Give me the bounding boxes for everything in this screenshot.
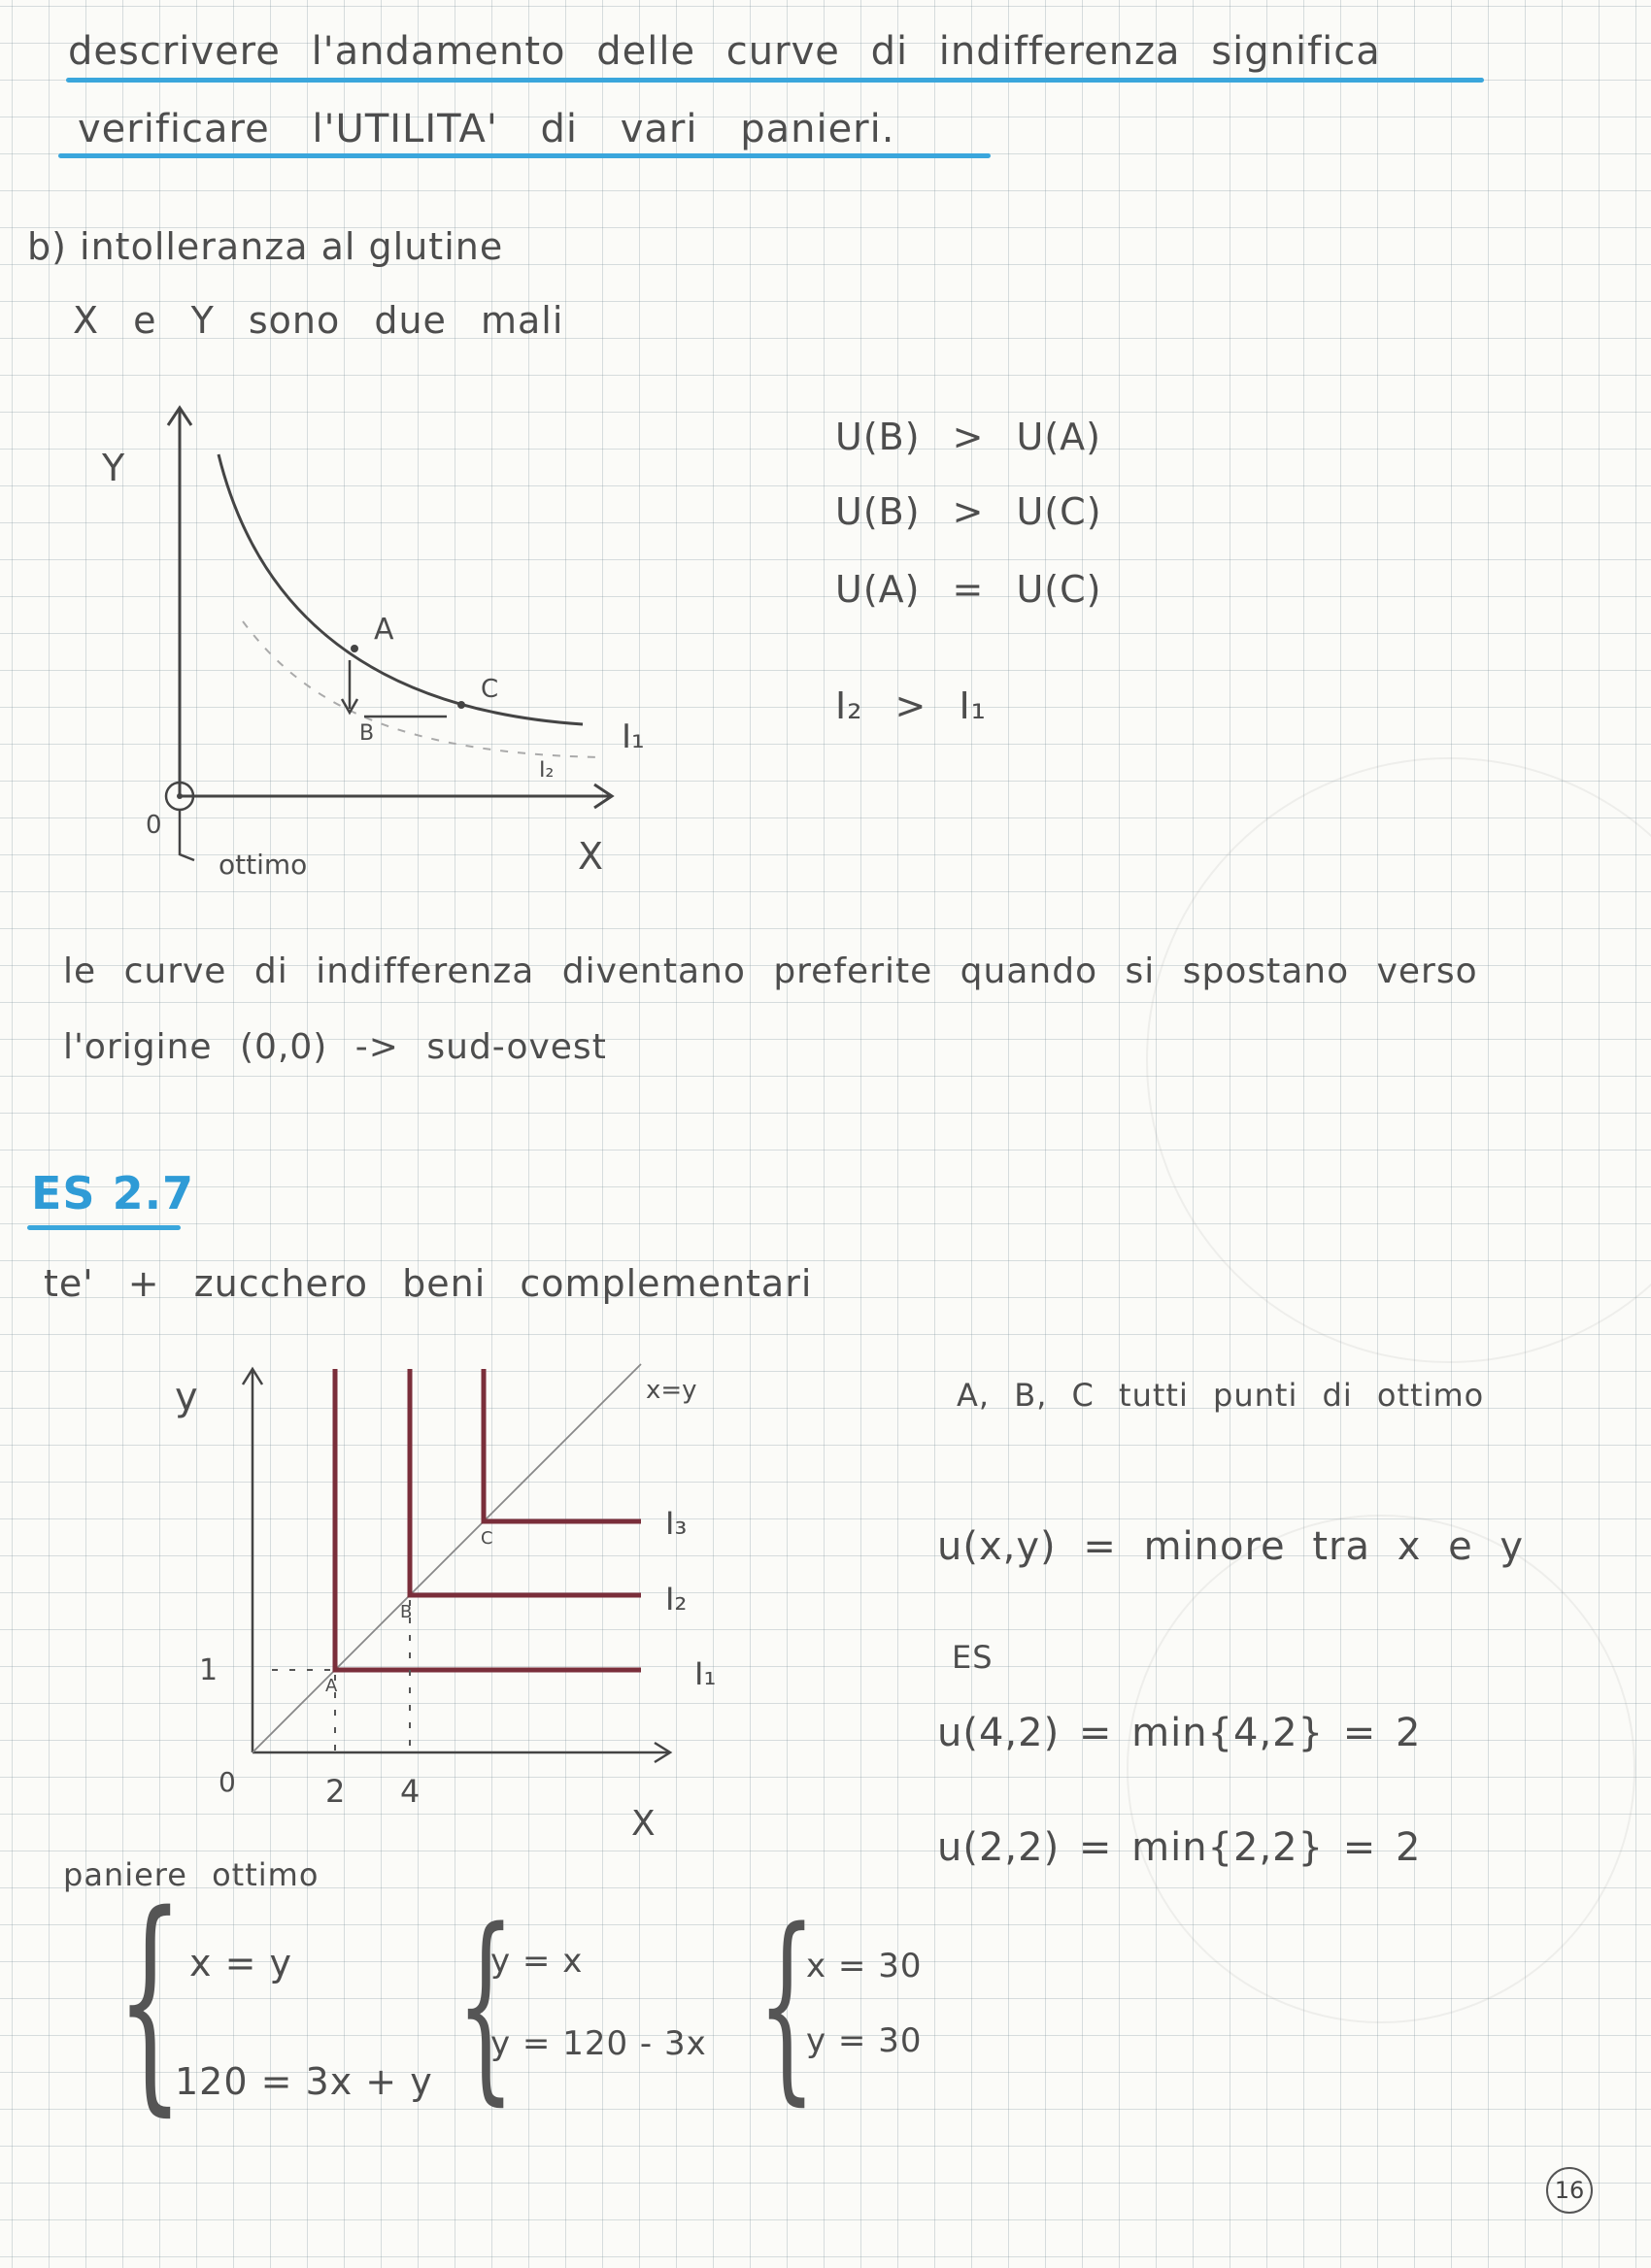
system-3-brace: {	[758, 1885, 817, 2123]
conclusion-line-2: l'origine (0,0) -> sud-ovest	[63, 1027, 607, 1067]
graph1-origin-label: 0	[146, 811, 162, 840]
graph2-point-b: B	[400, 1602, 413, 1622]
indifference-graph-mali	[97, 388, 645, 893]
show-through-mark	[1146, 757, 1651, 1363]
es-label: ES	[952, 1639, 994, 1676]
indifference-graph-complementari	[155, 1350, 738, 1854]
system-2-eq-2: y = 120 - 3x	[490, 2024, 707, 2063]
graph1-optimum-label: ottimo	[219, 849, 308, 881]
relation-2: U(B) > U(C)	[835, 490, 1102, 533]
diagonal-x-equals-y	[253, 1364, 641, 1752]
es27-heading: ES 2.7	[31, 1167, 195, 1219]
system-1-eq-2: 120 = 3x + y	[175, 2060, 433, 2103]
graph2-tick-x4: 4	[400, 1773, 421, 1810]
graph2-x-label: X	[631, 1804, 656, 1844]
graph1-point-a: A	[374, 613, 394, 647]
system-3-eq-2: y = 30	[806, 2021, 923, 2060]
system-1-eq-1: x = y	[189, 1942, 292, 1984]
point-a-marker	[351, 645, 358, 652]
intro-underline-2	[58, 153, 991, 158]
system-1-brace: {	[117, 1864, 184, 2136]
relation-4: I₂ > I₁	[835, 684, 987, 727]
graph1-point-c: C	[481, 675, 499, 704]
es27-heading-underline	[27, 1225, 181, 1230]
graph2-curve-i1: I₁	[694, 1655, 717, 1692]
optimum-pointer	[180, 810, 194, 860]
indifference-curve-i2-faint	[243, 621, 602, 757]
system-2-eq-1: y = x	[490, 1942, 584, 1981]
graph1-curve-i2: I₂	[539, 758, 555, 783]
graph1-curve-i1: I₁	[622, 717, 645, 756]
graph2-origin-label: 0	[219, 1766, 236, 1798]
graph2-point-c: C	[481, 1528, 493, 1549]
graph2-diagonal-label: x=y	[646, 1376, 697, 1405]
page-number: 16	[1546, 2167, 1593, 2214]
relation-3: U(A) = U(C)	[835, 568, 1102, 611]
system-3-eq-1: x = 30	[806, 1947, 923, 1985]
intro-line-1: descrivere l'andamento delle curve di indifferenza significa	[68, 29, 1381, 74]
relation-1: U(B) > U(A)	[835, 416, 1101, 458]
point-c-marker	[457, 701, 465, 709]
es27-subtitle: te' + zucchero beni complementari	[44, 1262, 813, 1305]
graph1-y-label: Y	[102, 447, 125, 489]
graph2-point-a: A	[325, 1676, 338, 1696]
graph2-curve-i2: I₂	[665, 1581, 688, 1618]
graph1-point-b: B	[359, 721, 375, 746]
example-2: u(2,2) = min{2,2} = 2	[937, 1825, 1422, 1870]
graph2-curve-i3: I₃	[665, 1505, 688, 1542]
graph2-tick-x2: 2	[325, 1773, 346, 1810]
indifference-curve-i1	[219, 454, 583, 724]
show-through-mark	[1127, 1515, 1635, 2023]
section-b-title: b) intolleranza al glutine	[27, 225, 504, 268]
graph2-y-label: y	[175, 1375, 198, 1419]
graph1-x-label: X	[578, 835, 604, 878]
section-b-subtitle: X e Y sono due mali	[73, 299, 564, 342]
example-1: u(4,2) = min{4,2} = 2	[937, 1711, 1422, 1755]
origin-dot	[177, 793, 183, 799]
intro-underline-1	[66, 78, 1484, 83]
graph2-tick-y1: 1	[199, 1653, 219, 1687]
intro-line-2: verificare l'UTILITA' di vari panieri.	[78, 107, 895, 151]
system-2-brace: {	[456, 1885, 516, 2123]
conclusion-line-1: le curve di indifferenza diventano preferite quando si spostano verso	[63, 951, 1478, 991]
optimum-title: paniere ottimo	[63, 1856, 320, 1893]
utility-definition: u(x,y) = minore tra x e y	[937, 1524, 1525, 1569]
es27-note: A, B, C tutti punti di ottimo	[957, 1377, 1485, 1414]
